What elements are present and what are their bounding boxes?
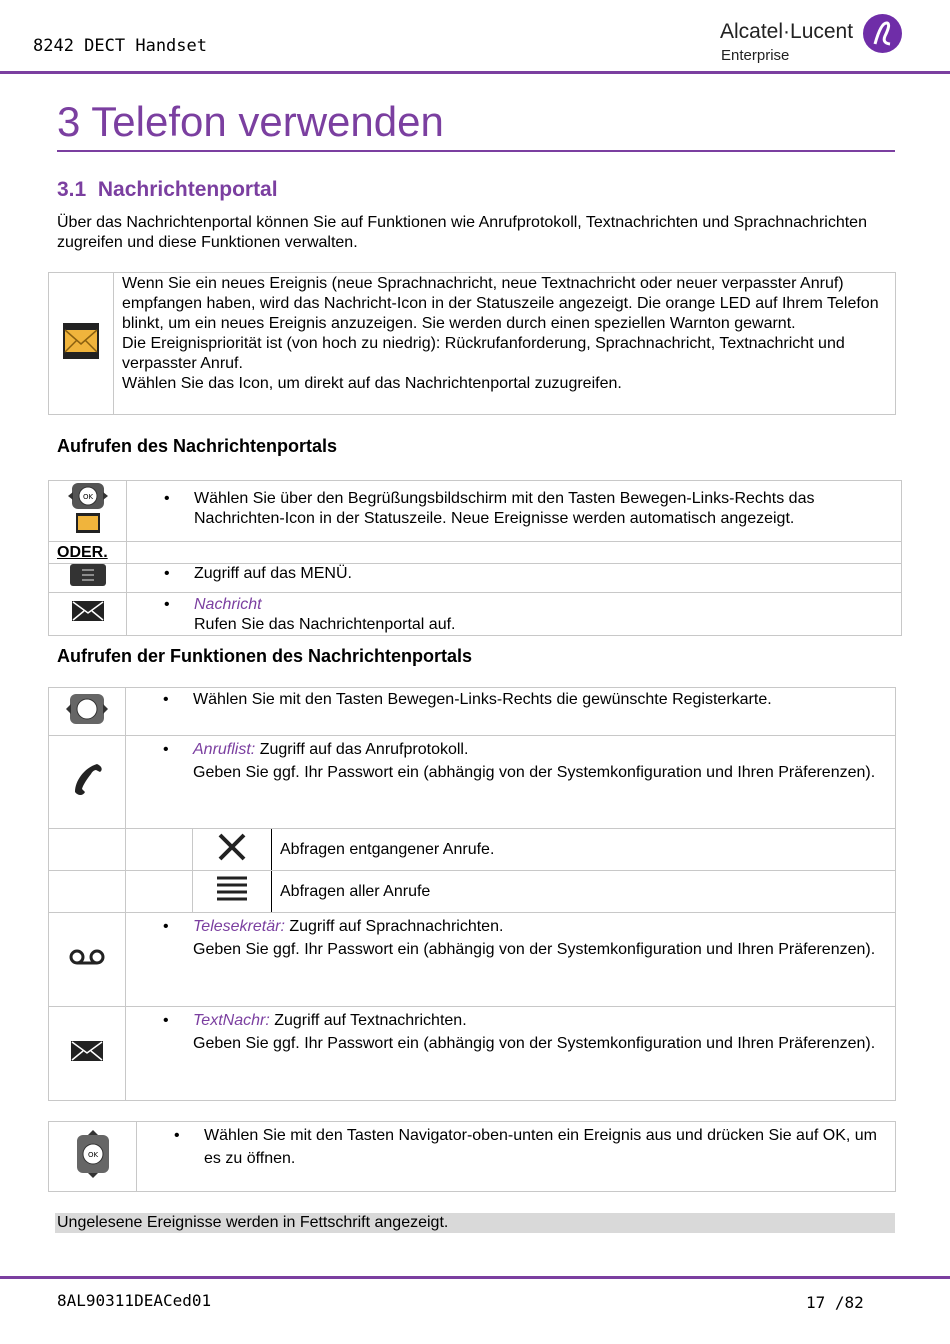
access-row-3-text: Rufen Sie das Nachrichtenportal auf. [194,616,456,633]
navigator-table [48,1121,896,1192]
footer-page-number: 17 /82 [806,1293,864,1312]
calls-content [126,738,895,784]
brand-logo-subtitle: Enterprise [721,47,790,64]
functions-heading: Aufrufen der Funktionen des Nachrichtenportals [57,646,473,666]
chapter-rule [57,150,895,152]
all-spacer-2 [126,871,193,913]
note-bar [55,1213,895,1233]
phone-handset-icon [69,784,105,801]
info-line-2: Die Ereignispriorität ist (von hoch zu niedrig): Rückrufanforderung, Sprachnachricht, Textnachricht und verpasster Anruf. [122,335,845,372]
access-row-2-text: • Zugriff auf das MENÜ. [127,564,901,584]
access-row-3 [127,593,902,636]
section-heading [57,178,278,202]
svg-text:OK: OK [82,493,93,501]
envelope-orange-icon [62,347,100,364]
missed-x-icon [216,850,248,867]
access-heading: Aufrufen des Nachrichtenportals [57,436,338,456]
all-spacer-1 [49,871,126,913]
menu-key-icon [70,573,106,590]
voicemail-text: Zugriff auf Sprachnachrichten. [289,918,504,935]
info-box [48,272,896,415]
navigator-up-down-ok-icon [73,1150,113,1182]
chapter-title: 3 Telefon verwenden [57,98,444,145]
brand-logo-icon [863,14,902,53]
msg-icon-cell [49,593,127,636]
lr-nav-icon-cell [49,688,126,736]
call-icon-cell [49,736,126,829]
text-label: TextNachr: [193,1012,270,1029]
oder-label: ODER. [49,542,127,564]
header-rule [0,71,950,74]
all-text: Abfragen aller Anrufe [272,871,896,913]
menu-icon-cell [49,564,127,593]
envelope-icon [70,1049,104,1066]
info-line-3: Wählen Sie das Icon, um direkt auf das Nachrichtenportal zuzugreifen. [122,375,622,392]
list-lines-icon [216,890,248,907]
section-number: 3.1 [57,178,87,201]
voicemail-icon-cell [49,913,126,1007]
info-icon-cell [49,273,114,415]
voicemail-icon [69,953,105,970]
calls-text: Zugriff auf das Anrufprotokoll. [259,741,469,758]
functions-row-text [126,1007,896,1101]
voicemail-content [126,915,895,961]
navigator-row [137,1122,896,1192]
access-row-1-text: • Wählen Sie über den Begrüßungsbildschirm mit den Tasten Bewegen-Links-Rechts das Nachrichten-Icon in der Statuszeile. Neue Ereignisse werden automatisch angezeigt. [127,489,901,529]
envelope-icon [71,609,105,626]
missed-spacer-1 [49,829,126,871]
calls-label: Anruflist: [193,741,256,758]
svg-text:OK: OK [87,1150,98,1159]
access-row-3-content [127,595,901,635]
section-intro: Über das Nachrichtenportal können Sie auf Funktionen wie Anrufprotokoll, Textnachrichten und Sprachnachrichten zugreifen und diese Funktionen verwalten. [57,214,867,251]
text-password-note: Geben Sie ggf. Ihr Passwort ein (abhängig von der Systemkonfiguration und Ihren Präferenzen). [193,1035,876,1052]
access-row-2 [127,564,902,593]
functions-row-calls [126,736,896,829]
voicemail-password-note: Geben Sie ggf. Ihr Passwort ein (abhängig von der Systemkonfiguration und Ihren Präferenzen). [193,941,876,958]
info-line-1: Wenn Sie ein neues Ereignis (neue Sprachnachricht, neue Textnachricht oder neuer verpasster Anruf) empfangen haben, wird das Nachricht-Icon in der Statuszeile angezeigt. Die orange LED auf Ihrem Telefon blinkt, um ein neues Ereignis anzuzeigen. Sie werden durch einen speziellen Warnton gewarnt. [122,275,879,332]
functions-row-1-text: • Wählen Sie mit den Tasten Bewegen-Links-Rechts die gewünschte Registerkarte. [126,690,895,710]
nachricht-label: • Nachricht [194,596,262,613]
footer-doc-id: 8AL90311DEACed01 [57,1291,212,1310]
navigator-ok-icon [68,493,108,539]
missed-spacer-2 [126,829,193,871]
nav-icon-cell [49,481,127,542]
functions-table [48,687,896,1101]
missed-icon-cell [193,829,272,871]
access-table [48,480,902,636]
oder-spacer [127,542,902,564]
navigator-row-text: • Wählen Sie mit den Tasten Navigator-oben-unten ein Ereignis aus und drücken Sie auf OK, um es zu öffnen. [137,1124,895,1170]
brand-logo-text: Alcatel·Lucent [720,20,854,43]
missed-text: Abfragen entgangener Anrufe. [272,829,896,871]
text-content [126,1009,895,1055]
access-row-1 [127,481,902,542]
calls-password-note: Geben Sie ggf. Ihr Passwort ein (abhängig von der Systemkonfiguration und Ihren Präferenzen). [193,764,876,781]
text-text: Zugriff auf Textnachrichten. [274,1012,467,1029]
footer-rule [0,1276,950,1279]
info-text-cell [114,273,896,415]
all-icon-cell [193,871,272,913]
functions-row-1 [126,688,896,736]
voicemail-label: Telesekretär: [193,918,285,935]
text-icon-cell [49,1007,126,1101]
note-bar-text: Ungelesene Ereignisse werden in Fettschrift angezeigt. [57,1214,449,1231]
ud-nav-icon-cell [49,1122,137,1192]
navigator-left-right-icon [66,713,108,730]
functions-row-voicemail [126,913,896,1007]
document-title: 8242 DECT Handset [33,36,207,56]
section-title: Nachrichtenportal [97,178,278,201]
